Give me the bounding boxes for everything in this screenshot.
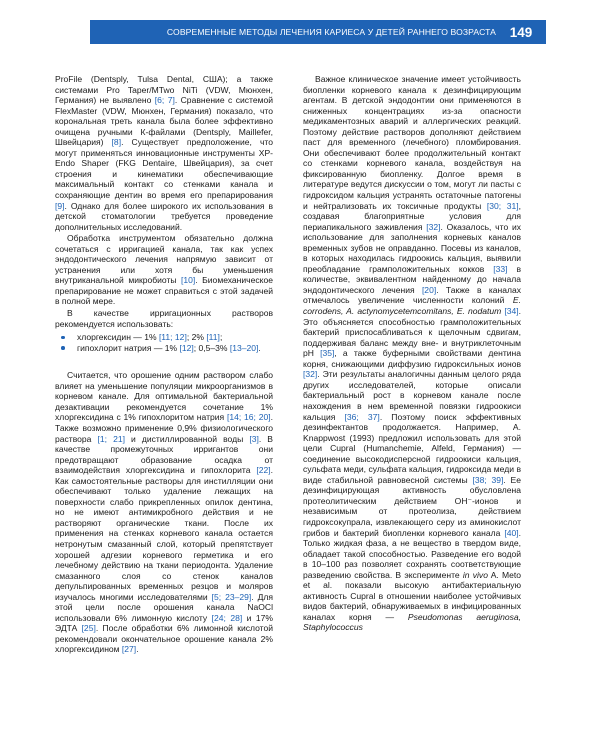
text: . Ее дезинфицирующая активность обусловлена протеолитическим действием OH⁻-ионов и независимым от протеолиза, действием гидроксокупрала, извлекающего серу из аминокислот грибов и бактерий биопленки корневого канала bbox=[303, 474, 521, 538]
citation[interactable]: [34] bbox=[504, 306, 519, 317]
citation[interactable]: [22] bbox=[256, 465, 271, 476]
text: . Также в каналах отмечалось увеличение численности колоний bbox=[303, 284, 521, 306]
text: . Для этой цели после орошения канала NaOCl использовали 6% лимонную кислоту bbox=[55, 591, 273, 623]
spacer bbox=[55, 356, 273, 370]
citation[interactable]: [24; 28] bbox=[211, 612, 243, 623]
text: гипохлорит натрия — 1% bbox=[77, 342, 180, 353]
citation[interactable]: [11] bbox=[206, 332, 220, 343]
citation[interactable]: [14; 16; 20] bbox=[226, 412, 271, 423]
species-names: Pseudomonas aeruginosa, Staphylococcus bbox=[303, 611, 522, 633]
citation[interactable]: [36; 37] bbox=[344, 411, 380, 422]
paragraph bbox=[55, 74, 273, 232]
citation[interactable]: [11; 12] bbox=[158, 332, 187, 343]
citation[interactable]: [20] bbox=[421, 284, 437, 295]
text: . Эти результаты аналогичны данным целого ряда других исследователей, которые описали бактериальный рост в корневом канале после нахождения в нем временной повязки гидроокиси кальция bbox=[303, 369, 521, 422]
text: A. Meto et al. показали высокую антибактериальную активность Cupral в отношении наиболее устойчивых видов бактерий, обнаруживаемых в инфицированных каналах корня — bbox=[303, 569, 521, 622]
text: . Оказалось, что их использование для заполнения корневых каналов временных зубов не оправданно. Посевы из каналов, в которых находилась гидроокись кальция, выявили преобладание грамположительных кокков bbox=[303, 221, 521, 274]
text: . Также возможно применение 0,9% физиологического раствора bbox=[55, 412, 273, 444]
text: . Однако для более широкого их использования в детской стоматологии требуется проведение дополнительных исследований. bbox=[55, 200, 273, 232]
left-column bbox=[55, 74, 273, 655]
citation[interactable]: [1; 21] bbox=[97, 433, 125, 444]
citation[interactable]: [12] bbox=[179, 342, 194, 353]
page-number: 149 bbox=[509, 24, 533, 40]
text: , а также буферными свойствами дентина корня, снижающими диффузию гидроксильных ионов bbox=[303, 348, 521, 369]
text: Считается, что орошение одним раствором слабо влияет на уменьшение популяции микроорганизмов в корневом канале. Для оптимальной бактериальной дезактивации рекомендуется сочетание 1% хлоргексидина с 1% гипохлоритом натрия bbox=[55, 370, 273, 423]
citation[interactable]: [6; 7] bbox=[154, 95, 175, 106]
list-item bbox=[55, 343, 273, 354]
text: . Существует предположение, что могут применяться инновационные инструменты XP-Endo Shaper (FKG Dentaire, Швейцария), за счет строения и кинематики обеспечивающие максимальный контакт со стенками канала и сохраняющие дентин во время его препарирования bbox=[55, 137, 273, 201]
text: Важное клиническое значение имеет устойчивость биопленки корневого канала к дезинфицирующим агентам. В детской эндодонтии они применяются в сниженных концентрациях из-за опасности медикаментозных аварий и аллергических реакций. Поэтому действие растворов дополняют действием паст для временного (лечебного) пломбирования. Они обеспечивают более продолжительный контакт со стенками корневого канала, воздействуя на фиксированную биопленку. Долгое время в литературе ведутся дискуссии о том, могут ли пасты с гидроксидом кальция устранять остаточные патогены и нейтрализовать их токсичные продукты bbox=[303, 74, 521, 211]
paragraph bbox=[55, 233, 273, 307]
text: . bbox=[258, 342, 261, 353]
citation[interactable]: [25] bbox=[81, 623, 96, 634]
citation[interactable]: [27] bbox=[121, 644, 137, 655]
text: . Сравнение с системой FlexMaster (VDW, Мюнхен, Германия) показало, что корональная треть канала была более эффективно очищена ручными К-файлами (Dentsply, Maillefer, Швейцария) bbox=[55, 95, 273, 148]
citation[interactable]: [10] bbox=[181, 275, 196, 286]
text: . Поэтому поиск эффективных дезинфектантов продолжается. Например, A. Knappwost (1993) предложил использовать для этой цели Cupral (Humanchemie, Alfeld, Германия) — соединение высокодисперсной гидроокиси кальция, сульфата меди, сульфата кальция, гидроксида меди в виде стабильной равновесной системы bbox=[303, 411, 521, 485]
text: . Это объясняется способностью грамположительных бактерий приспосабливаться к щелочным сдвигам, поддерживая баланс между вне- и внутриклеточным pH bbox=[303, 306, 521, 359]
text: . В качестве промежуточных ирригантов они предотвращают образование осадка от взаимодействия хлоргексидина и гипохлорита bbox=[55, 433, 273, 476]
text: в количестве, эквивалентном найденному до начала эндодонтического лечения bbox=[303, 263, 521, 295]
text: ; 0,5–3% bbox=[193, 342, 230, 353]
running-header-title: СОВРЕМЕННЫЕ МЕТОДЫ ЛЕЧЕНИЯ КАРИЕСА У ДЕТЕЙ РАННЕГО ВОЗРАСТА bbox=[166, 27, 496, 37]
citation[interactable]: [32] bbox=[303, 369, 318, 380]
paragraph bbox=[303, 74, 521, 633]
citation[interactable]: [3] bbox=[249, 433, 259, 444]
text: . Биомеханическое препарирование не может справиться с этой задачей в полной мере. bbox=[55, 275, 274, 307]
text: и дистиллированной воды bbox=[124, 433, 250, 444]
paragraph: В качестве ирригационных растворов рекомендуется использовать: bbox=[55, 308, 273, 329]
text: ; 2% bbox=[186, 332, 207, 343]
text: ProFile (Dentsply, Tulsa Dental, США); а также системами Pro Taper/MTwo NiTi (VDW, Мюнхен, Германия) не выявлено bbox=[55, 74, 273, 106]
citation[interactable]: [9] bbox=[55, 200, 65, 211]
citation[interactable]: [30; 31] bbox=[486, 200, 519, 211]
citation[interactable]: [5; 23–29] bbox=[211, 591, 252, 602]
running-header bbox=[90, 20, 546, 44]
paragraph bbox=[55, 370, 273, 655]
citation[interactable]: [35] bbox=[320, 348, 335, 359]
citation[interactable]: [8] bbox=[111, 137, 122, 148]
list-item bbox=[55, 332, 273, 343]
citation[interactable]: [40] bbox=[504, 527, 519, 538]
species-names: E. corrodens, A. actynomycetemcomitans, E. nodatum bbox=[303, 295, 521, 317]
text: Обработка инструментом обязательно должна сочетаться с ирригацией канала, так как успех эндодонтического лечения напрямую зависит от устранения или хотя бы уменьшения внутриканальной микробиоты bbox=[55, 233, 273, 286]
citation[interactable]: [32] bbox=[426, 221, 441, 232]
text: ; bbox=[219, 332, 223, 343]
irrigant-list bbox=[55, 332, 273, 353]
right-column bbox=[303, 74, 521, 633]
text: . После обработки 6% лимонной кислотой рекомендовали окончательное орошение канала 2% хлоргексидином bbox=[55, 623, 273, 655]
latin-term: in vivo bbox=[462, 569, 488, 580]
citation[interactable]: [38; 39] bbox=[472, 474, 504, 485]
text: и 17% ЭДТА bbox=[55, 612, 273, 634]
text: . Только жидкая фаза, а не вещество в твердом виде, обладает такой способностью. Разведение его водой в 10–100 раз позволяет сохранять соответствующие разведению свойства. В эксперименте bbox=[303, 527, 521, 580]
text: . Как самостоятельные растворы для инстилляции они обеспечивают только удаление лежащих на поверхности слабо прикрепленных опилок дентина, но не имеют антимикробного действия и не растворяют органические ткани. После их применения на стенках корневого канала остается нетронутым смазанный слой, который препятствует хорошей адгезии корневого герметика и его лечебному действию на ткани периодонта. Удаление смазанного слоя со стенок каналов депульпированных временных резцов и моляров изучалось многими исследователями bbox=[55, 465, 273, 602]
text: , создавая благоприятные условия для периапикального заживления bbox=[303, 200, 521, 232]
text: хлоргексидин — 1% bbox=[77, 332, 159, 343]
citation[interactable]: [33] bbox=[493, 263, 508, 274]
text: . bbox=[136, 644, 139, 655]
citation[interactable]: [13–20] bbox=[229, 342, 259, 353]
